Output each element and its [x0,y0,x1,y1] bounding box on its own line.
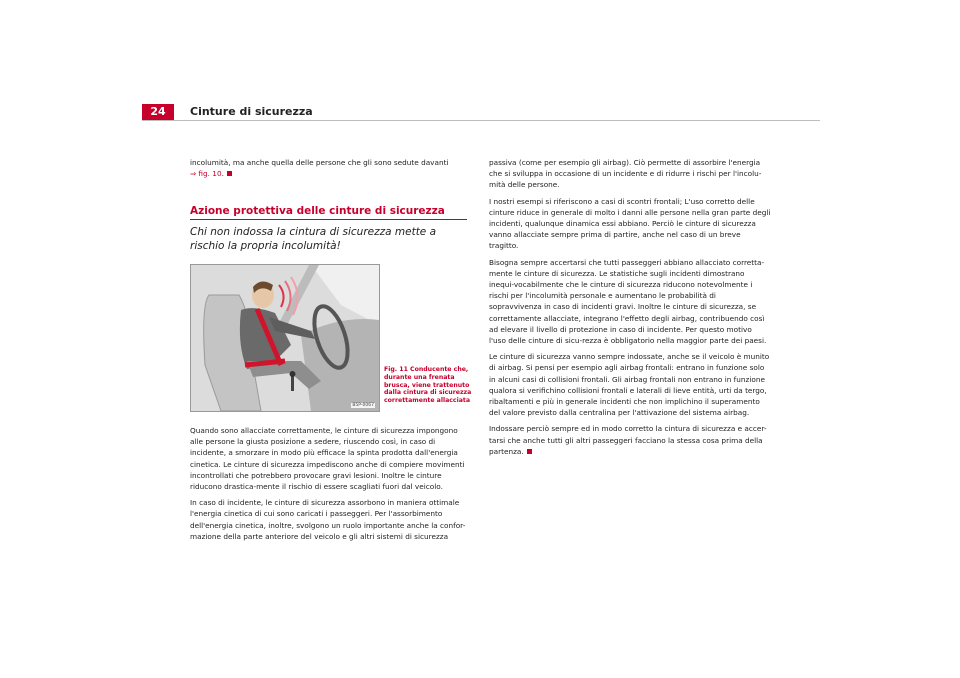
paragraph-last [489,423,771,457]
running-title: Cinture di sicurezza [190,105,313,118]
left-column-body [190,425,467,547]
paragraph: passiva (come per esempio gli airbag). Ciò permette di assorbire l'energia che si sviluppa in occasione di un incidente e di ridurre i rischi per l'incolu-mità delle persone. [489,158,762,190]
paragraph: Le cinture di sicurezza vanno sempre indossate, anche se il veicolo è munito di airbag. Si pensi per esempio agli airbag frontali: entrano in funzione solo in alcuni casi di collisioni frontali. Gli airbag frontali non entrano in funzione qualora si verifichino collisioni frontali e laterali di lieve entità, urti da tergo, ribaltamenti e più in generale incidenti che non implichino il superamento del valore previsto dalla centralina per l'attivazione del sistema airbag. [489,352,770,418]
end-of-section-marker [527,449,532,454]
paragraph: In caso di incidente, le cinture di sicurezza assorbono in maniera ottimale l'energia cinetica di cui sono caricati i passeggeri. Per l'assorbimento dell'energia cinetica, inoltre, svolgono un ruolo importante anche la confor-mazione della parte anteriore del veicolo e gli altri sistemi di sicurezza [190,498,466,541]
section-subtitle: Chi non indossa la cintura di sicurezza mette a rischio la propria incolumità! [190,226,437,252]
intro-text: incolumità, ma anche quella delle persone che gli sono sedute davanti [190,158,449,167]
section-rule [190,219,467,220]
page-number: 24 [142,104,174,120]
figure-reference-link[interactable]: ⇒ fig. 10 [190,169,222,179]
right-column-body [489,157,771,462]
paragraph: Bisogna sempre accertarsi che tutti passeggeri abbiano allacciato corretta-mente le cinture di sicurezza. Le statistiche sugli incidenti dimostrano inequi-vocabilmente che le cinture di sicurezza riducono notevolmente i rischi per l'incolumità personale e aumentano le probabilità di sopravvivenza in caso di incidenti gravi. Inoltre le cinture di sicurezza, se correttamente allacciate, integrano l'effetto degli airbag, contribuendo così ad elevare il livello di protezione in caso di incidente. Per questo motivo l'uso delle cinture di sicu-rezza è obbligatorio nella maggior parte dei paesi. [489,257,767,346]
figure-code: B5P-0067 [352,403,374,408]
driver-illustration [191,265,379,411]
figure-driver-seatbelt [190,264,380,412]
section-heading: Azione protettiva delle cinture di sicurezza [190,205,445,217]
intro-paragraph: incolumità, ma anche quella delle persone che gli sono sedute davanti ⇒ fig. 10. [190,158,449,179]
paragraph: I nostri esempi si riferiscono a casi di scontri frontali; L'uso corretto delle cinture riduce in generale di molto i danni alle persone nella gran parte degli incidenti, qualunque dinamica essi abbiano. Perciò le cinture di sicurezza vanno allacciate sempre prima di partire, anche nel caso di un breve tragitto. [489,196,771,251]
paragraph: Quando sono allacciate correttamente, le cinture di sicurezza impongono alle persone la giusta posizione a sedere, riuscendo così, in caso di incidente, a smorzare in modo più efficace la spinta prodotta dall'energia cinetica. Le cinture di sicurezza impediscono anche di compiere movimenti incontrollati che potrebbero provocare gravi lesioni. Inoltre le cinture riducono drastica-mente il rischio di essere scagliati fuori dal veicolo. [190,426,465,492]
figure-caption: Fig. 11 Conducente che, durante una frenata brusca, viene trattenuto dalla cintura di sicurezza correttamente allacciata [384,366,472,405]
end-of-section-marker [227,171,232,176]
paragraph-text: Indossare perciò sempre ed in modo corretto la cintura di sicurezza e accer-tarsi che anche tutti gli altri passeggeri facciano la stessa cosa prima della partenza. [489,424,767,456]
header-rule [142,120,820,121]
